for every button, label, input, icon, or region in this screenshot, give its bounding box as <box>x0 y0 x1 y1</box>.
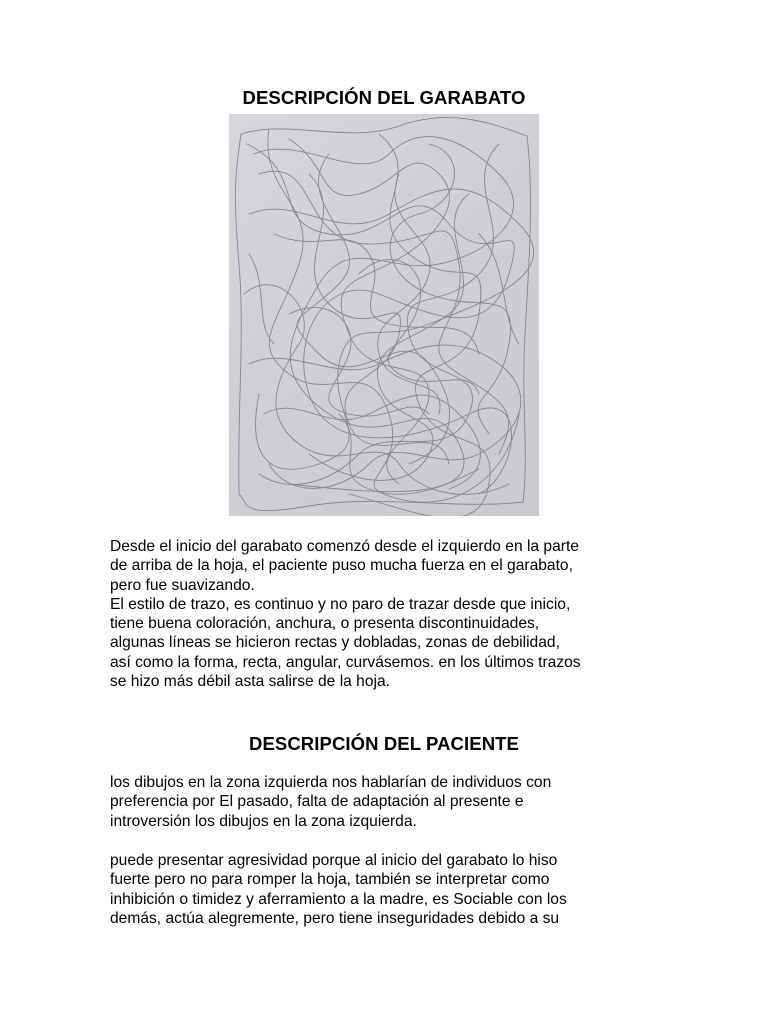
patient-description-paragraph-1 <box>110 773 670 831</box>
scribble-drawing <box>229 114 539 516</box>
scribble-drawing-photo <box>229 114 539 516</box>
text-line: puede presentar agresividad porque al inicio del garabato lo hiso <box>110 852 558 869</box>
text-line: pero fue suavizando. <box>110 576 255 594</box>
text-line: demás, actúa alegremente, pero tiene inseguridades debido a su <box>110 909 560 927</box>
text-line: El estilo de trazo, es continuo y no paro de trazar desde que inicio, <box>110 595 571 613</box>
text-line: fuerte pero no para romper la hoja, también se interpretar como <box>110 871 550 889</box>
scribble-description-paragraph <box>110 537 670 691</box>
text-line: se hizo más débil asta salirse de la hoja. <box>110 673 390 691</box>
text-line: introversión los dibujos en la zona izquierda. <box>110 812 417 830</box>
scribble-section-title: DESCRIPCIÓN DEL GARABATO <box>242 87 526 108</box>
text-line: así como la forma, recta, angular, curvásemos. en los últimos trazos <box>110 653 581 671</box>
patient-section-title: DESCRIPCIÓN DEL PACIENTE <box>249 733 519 754</box>
text-line: preferencia por El pasado, falta de adaptación al presente e <box>110 793 524 811</box>
text-line: tiene buena coloración, anchura, o presenta discontinuidades, <box>110 615 540 633</box>
text-line: algunas líneas se hicieron rectas y dobladas, zonas de debilidad, <box>110 634 560 652</box>
text-line: Desde el inicio del garabato comenzó desde el izquierdo en la parte <box>110 538 579 555</box>
patient-description-paragraph-2 <box>110 851 670 928</box>
text-line: los dibujos en la zona izquierda nos hablarían de individuos con <box>110 774 552 791</box>
text-line: de arriba de la hoja, el paciente puso mucha fuerza en el garabato, <box>110 557 573 575</box>
text-line: inhibición o timidez y aferramiento a la madre, es Sociable con los <box>110 890 567 908</box>
